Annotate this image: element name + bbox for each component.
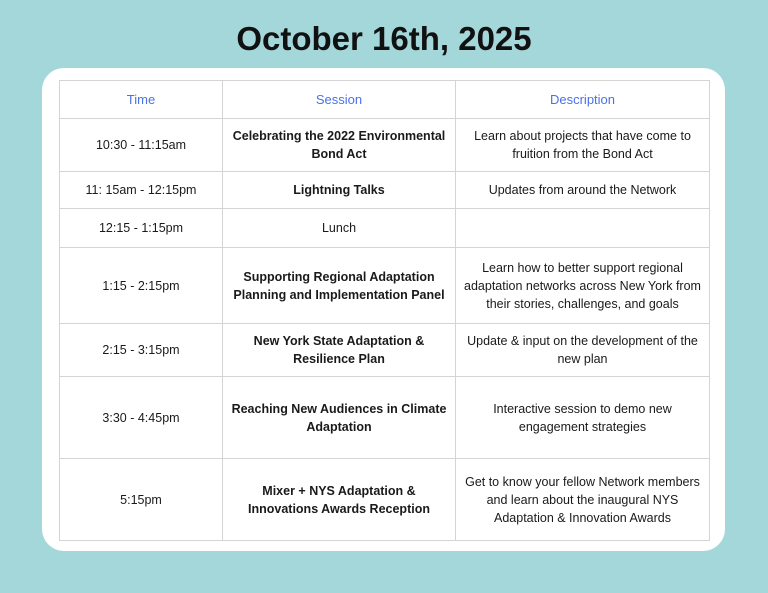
time-cell: 10:30 - 11:15am: [60, 119, 223, 172]
session-cell: Lightning Talks: [223, 172, 456, 209]
table-row: [60, 459, 710, 541]
description-cell: Get to know your fellow Network members and learn about the inaugural NYS Adaptation & Innovation Awards: [456, 459, 710, 541]
description-cell: Learn about projects that have come to fruition from the Bond Act: [456, 119, 710, 172]
time-cell: 5:15pm: [60, 459, 223, 541]
session-column-header: Session: [223, 81, 456, 119]
description-cell: Interactive session to demo new engagement strategies: [456, 377, 710, 459]
time-cell: 2:15 - 3:15pm: [60, 324, 223, 377]
description-cell: [456, 209, 710, 248]
table-header-row: [60, 81, 710, 119]
table-row: [60, 248, 710, 324]
table-row: [60, 209, 710, 248]
session-cell: Supporting Regional Adaptation Planning and Implementation Panel: [223, 248, 456, 324]
description-cell: Update & input on the development of the new plan: [456, 324, 710, 377]
table-row: [60, 324, 710, 377]
session-cell: Lunch: [223, 209, 456, 248]
table-row: [60, 172, 710, 209]
time-column-header: Time: [60, 81, 223, 119]
table-row: [60, 377, 710, 459]
session-cell: Celebrating the 2022 Environmental Bond Act: [223, 119, 456, 172]
description-cell: Updates from around the Network: [456, 172, 710, 209]
time-cell: 11: 15am - 12:15pm: [60, 172, 223, 209]
session-cell: Mixer + NYS Adaptation & Innovations Awards Reception: [223, 459, 456, 541]
time-cell: 1:15 - 2:15pm: [60, 248, 223, 324]
time-cell: 3:30 - 4:45pm: [60, 377, 223, 459]
time-cell: 12:15 - 1:15pm: [60, 209, 223, 248]
page-title: October 16th, 2025: [236, 20, 532, 57]
session-cell: Reaching New Audiences in Climate Adaptation: [223, 377, 456, 459]
session-cell: New York State Adaptation & Resilience Plan: [223, 324, 456, 377]
description-cell: Learn how to better support regional adaptation networks across New York from their stories, challenges, and goals: [456, 248, 710, 324]
schedule-table: [59, 80, 710, 541]
description-column-header: Description: [456, 81, 710, 119]
table-row: [60, 119, 710, 172]
